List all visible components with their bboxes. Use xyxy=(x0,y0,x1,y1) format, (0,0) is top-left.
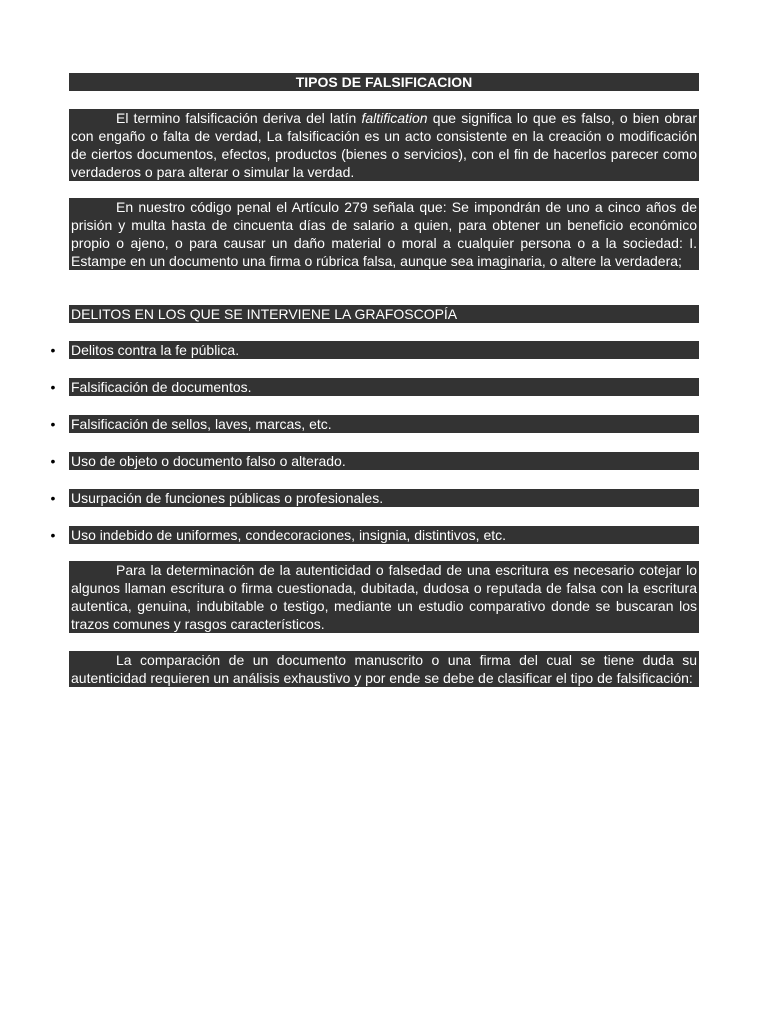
bullet-icon: • xyxy=(50,416,56,432)
document-title: TIPOS DE FALSIFICACION xyxy=(69,73,699,91)
paragraph-falsificacion-definition xyxy=(69,109,699,181)
list-item xyxy=(0,526,768,544)
bullet-icon: • xyxy=(50,342,56,358)
paragraph-text-end: que significa lo que es falso, o bien obrar con engaño o falta de verdad, La falsificación es un acto consistente en la creación o modificación de ciertos documentos, efectos, productos (bienes o servicios), con el fin de hacerlos parecer como verdaderos o para alterar o simular la verdad. xyxy=(71,110,698,180)
bullet-icon: • xyxy=(50,453,56,469)
list-item-text: Delitos contra la fe pública. xyxy=(69,341,699,359)
list-item-text: Uso de objeto o documento falso o alterado. xyxy=(69,452,699,470)
list-item xyxy=(0,415,768,433)
list-item xyxy=(0,489,768,507)
paragraph-codigo-penal: En nuestro código penal el Artículo 279 señala que: Se impondrán de uno a cinco años de prisión y multa hasta de cincuenta días de salario a quien, para obtener un beneficio económico propio o ajeno, o para causar un daño material o moral a cualquier persona o a la sociedad: I. Estampe en un documento una firma o rúbrica falsa, aunque sea imaginaria, o altere la verdadera; xyxy=(71,199,697,269)
latin-term: faltification xyxy=(361,110,428,126)
list-item-text: Uso indebido de uniformes, condecoraciones, insignia, distintivos, etc. xyxy=(69,526,699,544)
paragraph-text-start: El termino falsificación deriva del latín xyxy=(116,110,362,126)
paragraph-comparacion: La comparación de un documento manuscrito o una firma del cual se tiene duda su autenticidad requieren un análisis exhaustivo y por ende se debe de clasificar el tipo de falsificación: xyxy=(71,652,697,686)
bullet-icon: • xyxy=(50,490,56,506)
list-item xyxy=(0,452,768,470)
list-item xyxy=(0,341,768,359)
bullet-icon: • xyxy=(50,527,56,543)
list-item xyxy=(0,378,768,396)
list-item-text: Usurpación de funciones públicas o profesionales. xyxy=(69,489,699,507)
section-heading: DELITOS EN LOS QUE SE INTERVIENE LA GRAFOSCOPÍA xyxy=(69,305,699,323)
paragraph-autenticidad: Para la determinación de la autenticidad o falsedad de una escritura es necesario cotejar lo algunos llaman escritura o firma cuestionada, dubitada, dudosa o reputada de falsa con la escritura autentica, genuina, indubitable o testigo, mediante un estudio comparativo donde se buscaran los trazos comunes y rasgos característicos. xyxy=(71,562,697,632)
list-item-text: Falsificación de sellos, laves, marcas, etc. xyxy=(69,415,699,433)
bullet-icon: • xyxy=(50,379,56,395)
list-item-text: Falsificación de documentos. xyxy=(69,378,699,396)
